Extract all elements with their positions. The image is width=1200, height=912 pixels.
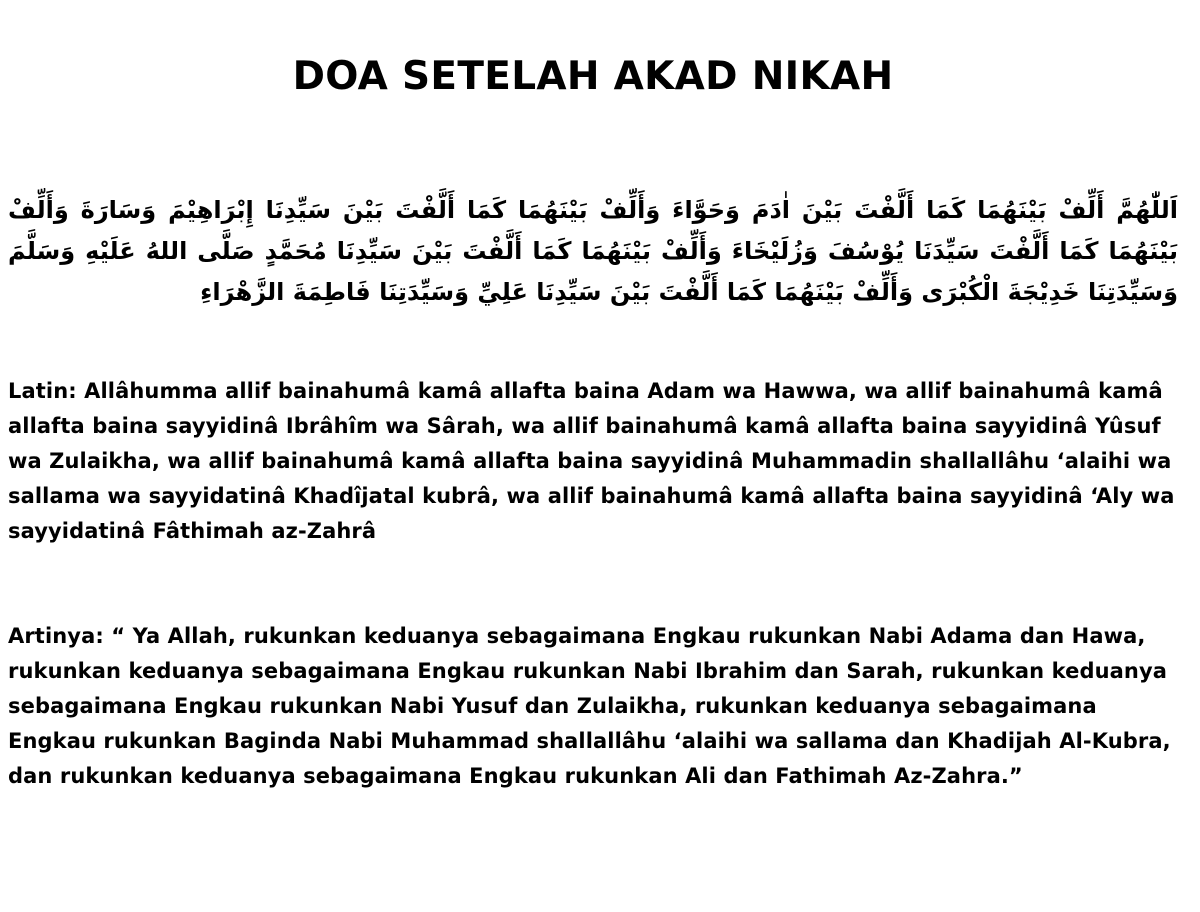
arabic-prayer-text: اَللّٰهُمَّ أَلِّفْ بَيْنَهُمَا كَمَا أَلَّفْتَ بَيْنَ اٰدَمَ وَحَوَّاءَ وَأَلِّفْ بَيْنَهُمَا كَمَا أَلَّفْتَ بَيْنَ سَيِّدِنَا إِبْرَاهِيْمَ وَسَارَةَ وَأَلِّفْ بَيْنَهُمَا كَمَا أَلَّفْتَ سَيِّدَنَا يُوْسُفَ وَزُلَيْخَاءَ وَأَلِّفْ بَيْنَهُمَا كَمَا أَلَّفْتَ بَيْنَ سَيِّدِنَا مُحَمَّدٍ صَلَّى اللهُ عَلَيْهِ وَسَلَّمَ وَسَيِّدَتِنَا خَدِيْجَةَ الْكُبْرَى وَأَلِّفْ بَيْنَهُمَا كَمَا أَلَّفْتَ بَيْنَ سَيِّدِنَا عَلِيِّ وَسَيِّدَتِنَا فَاطِمَةَ الزَّهْرَاءِ <box>8 196 1178 306</box>
translation-text: Artinya: “ Ya Allah, rukunkan keduanya sebagaimana Engkau rukunkan Nabi Adama dan Hawa, rukunkan keduanya sebagaimana Engkau rukunkan Nabi Ibrahim dan Sarah, rukunkan keduanya sebagaimana Engkau rukunkan Nabi Yusuf dan Zulaikha, rukunkan keduanya sebagaimana Engkau rukunkan Baginda Nabi Muhammad shallallâhu ‘alaihi wa sallama dan Khadijah Al-Kubra, dan rukunkan keduanya sebagaimana Engkau rukunkan Ali dan Fathimah Az-Zahra.” <box>8 624 1171 788</box>
latin-transliteration: Latin: Allâhumma allif bainahumâ kamâ allafta baina Adam wa Hawwa, wa allif bainahumâ kamâ allafta baina sayyidinâ Ibrâhîm wa Sârah, wa allif bainahumâ kamâ allafta baina sayyidinâ Yûsuf wa Zulaikha, wa allif bainahumâ kamâ allafta baina sayyidinâ Muhammadin shallallâhu ‘alaihi wa sallama wa sayyidatinâ Khadîjatal kubrâ, wa allif bainahumâ kamâ allafta baina sayyidinâ ‘Aly wa sayyidatinâ Fâthimah az-Zahrâ <box>8 379 1175 543</box>
document-title: DOA SETELAH AKAD NIKAH <box>292 54 894 99</box>
